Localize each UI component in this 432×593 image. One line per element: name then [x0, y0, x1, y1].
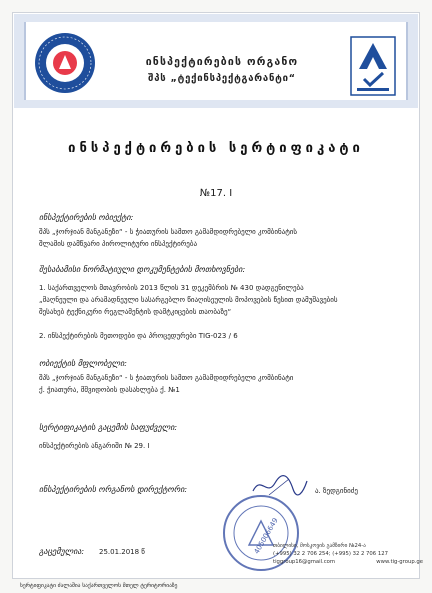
owner-label: ობიექტის მფლობელი:	[39, 359, 127, 368]
basis-text: ინსპექტირების ანგარიში № 29. I	[39, 442, 150, 450]
org-company: შპს „ტექინსპექტგარანტი“	[148, 73, 296, 84]
normative-2: 2. ინსპექტირების მეთოდები და პროცედურები TIG-023 / 6	[39, 332, 238, 340]
contact-phone: (+995) 32 2 706 254; (+995) 32 2 706 127	[273, 551, 388, 557]
contact-web[interactable]: www.tig-group.ge	[376, 559, 423, 565]
issued-label: გაცემულია:	[39, 547, 85, 556]
contact-address: თბილისი, მოსკოვის გამზირი №24-ა	[273, 543, 366, 549]
contact-block	[273, 542, 423, 566]
accreditation-logo-icon	[349, 35, 397, 97]
object-text-2: შლამის დამწვარი პიროლიტური ინსპექტირება	[39, 240, 198, 248]
director-name: ა. ზედგინიძე	[315, 487, 358, 495]
owner-text-2: ქ. ჭიათურა, მშვიდობის დასახლება ქ. №1	[39, 386, 180, 394]
issued-date: 25.01.2018 წ	[99, 548, 145, 556]
certificate-page	[12, 12, 423, 579]
stamp-number: 405006649	[252, 516, 280, 556]
normative-1c: შესახებ ტექნიკური რეგლამენტის დამტკიცების თაობაზე“	[39, 308, 232, 316]
basis-label: სერტიფიკატის გაცემის საფუძველი:	[39, 423, 178, 432]
certificate-number: №17. I	[199, 188, 233, 199]
footer-note: სერტიფიკატი ძალაშია საქართველოს მთელ ტერიტორიაზე	[20, 583, 178, 589]
contact-email[interactable]: tiggroup16@gmail.com	[273, 559, 336, 565]
org-name: ინსპექტირების ორგანო	[145, 56, 299, 68]
normative-1a: 1. საქართველოს მთავრობის 2013 წლის 31 დეკემბრის № 430 დადგენილება	[39, 284, 304, 292]
normative-label: შესაბამისი ნორმატიული დოკუმენტების მოთხოვნები:	[39, 265, 246, 274]
normative-1b: „მაღნეული და არამადნეული სასარგებლო წიაღისეულის მოპოვების წესით დამუშავების	[39, 296, 338, 304]
certificate-title: ინსპექტირების სერტიფიკატი	[68, 141, 364, 156]
object-text-1: შპს „ჯორჯიან მანგანეზი“ - ს ჭიათურის სამთო გამამდიდრებელი კომბინატის	[39, 228, 298, 236]
techinspect-logo-icon	[33, 31, 97, 95]
director-label: ინსპექტირების ორგანოს დირექტორი:	[39, 485, 188, 494]
owner-text-1: შპს „ჯორჯიან მანგანეზი“ - ს ჭიათურის სამთო გამამდიდრებელი კომბინატი	[39, 374, 294, 382]
object-label: ინსპექტირების ობიექტი:	[39, 213, 134, 222]
